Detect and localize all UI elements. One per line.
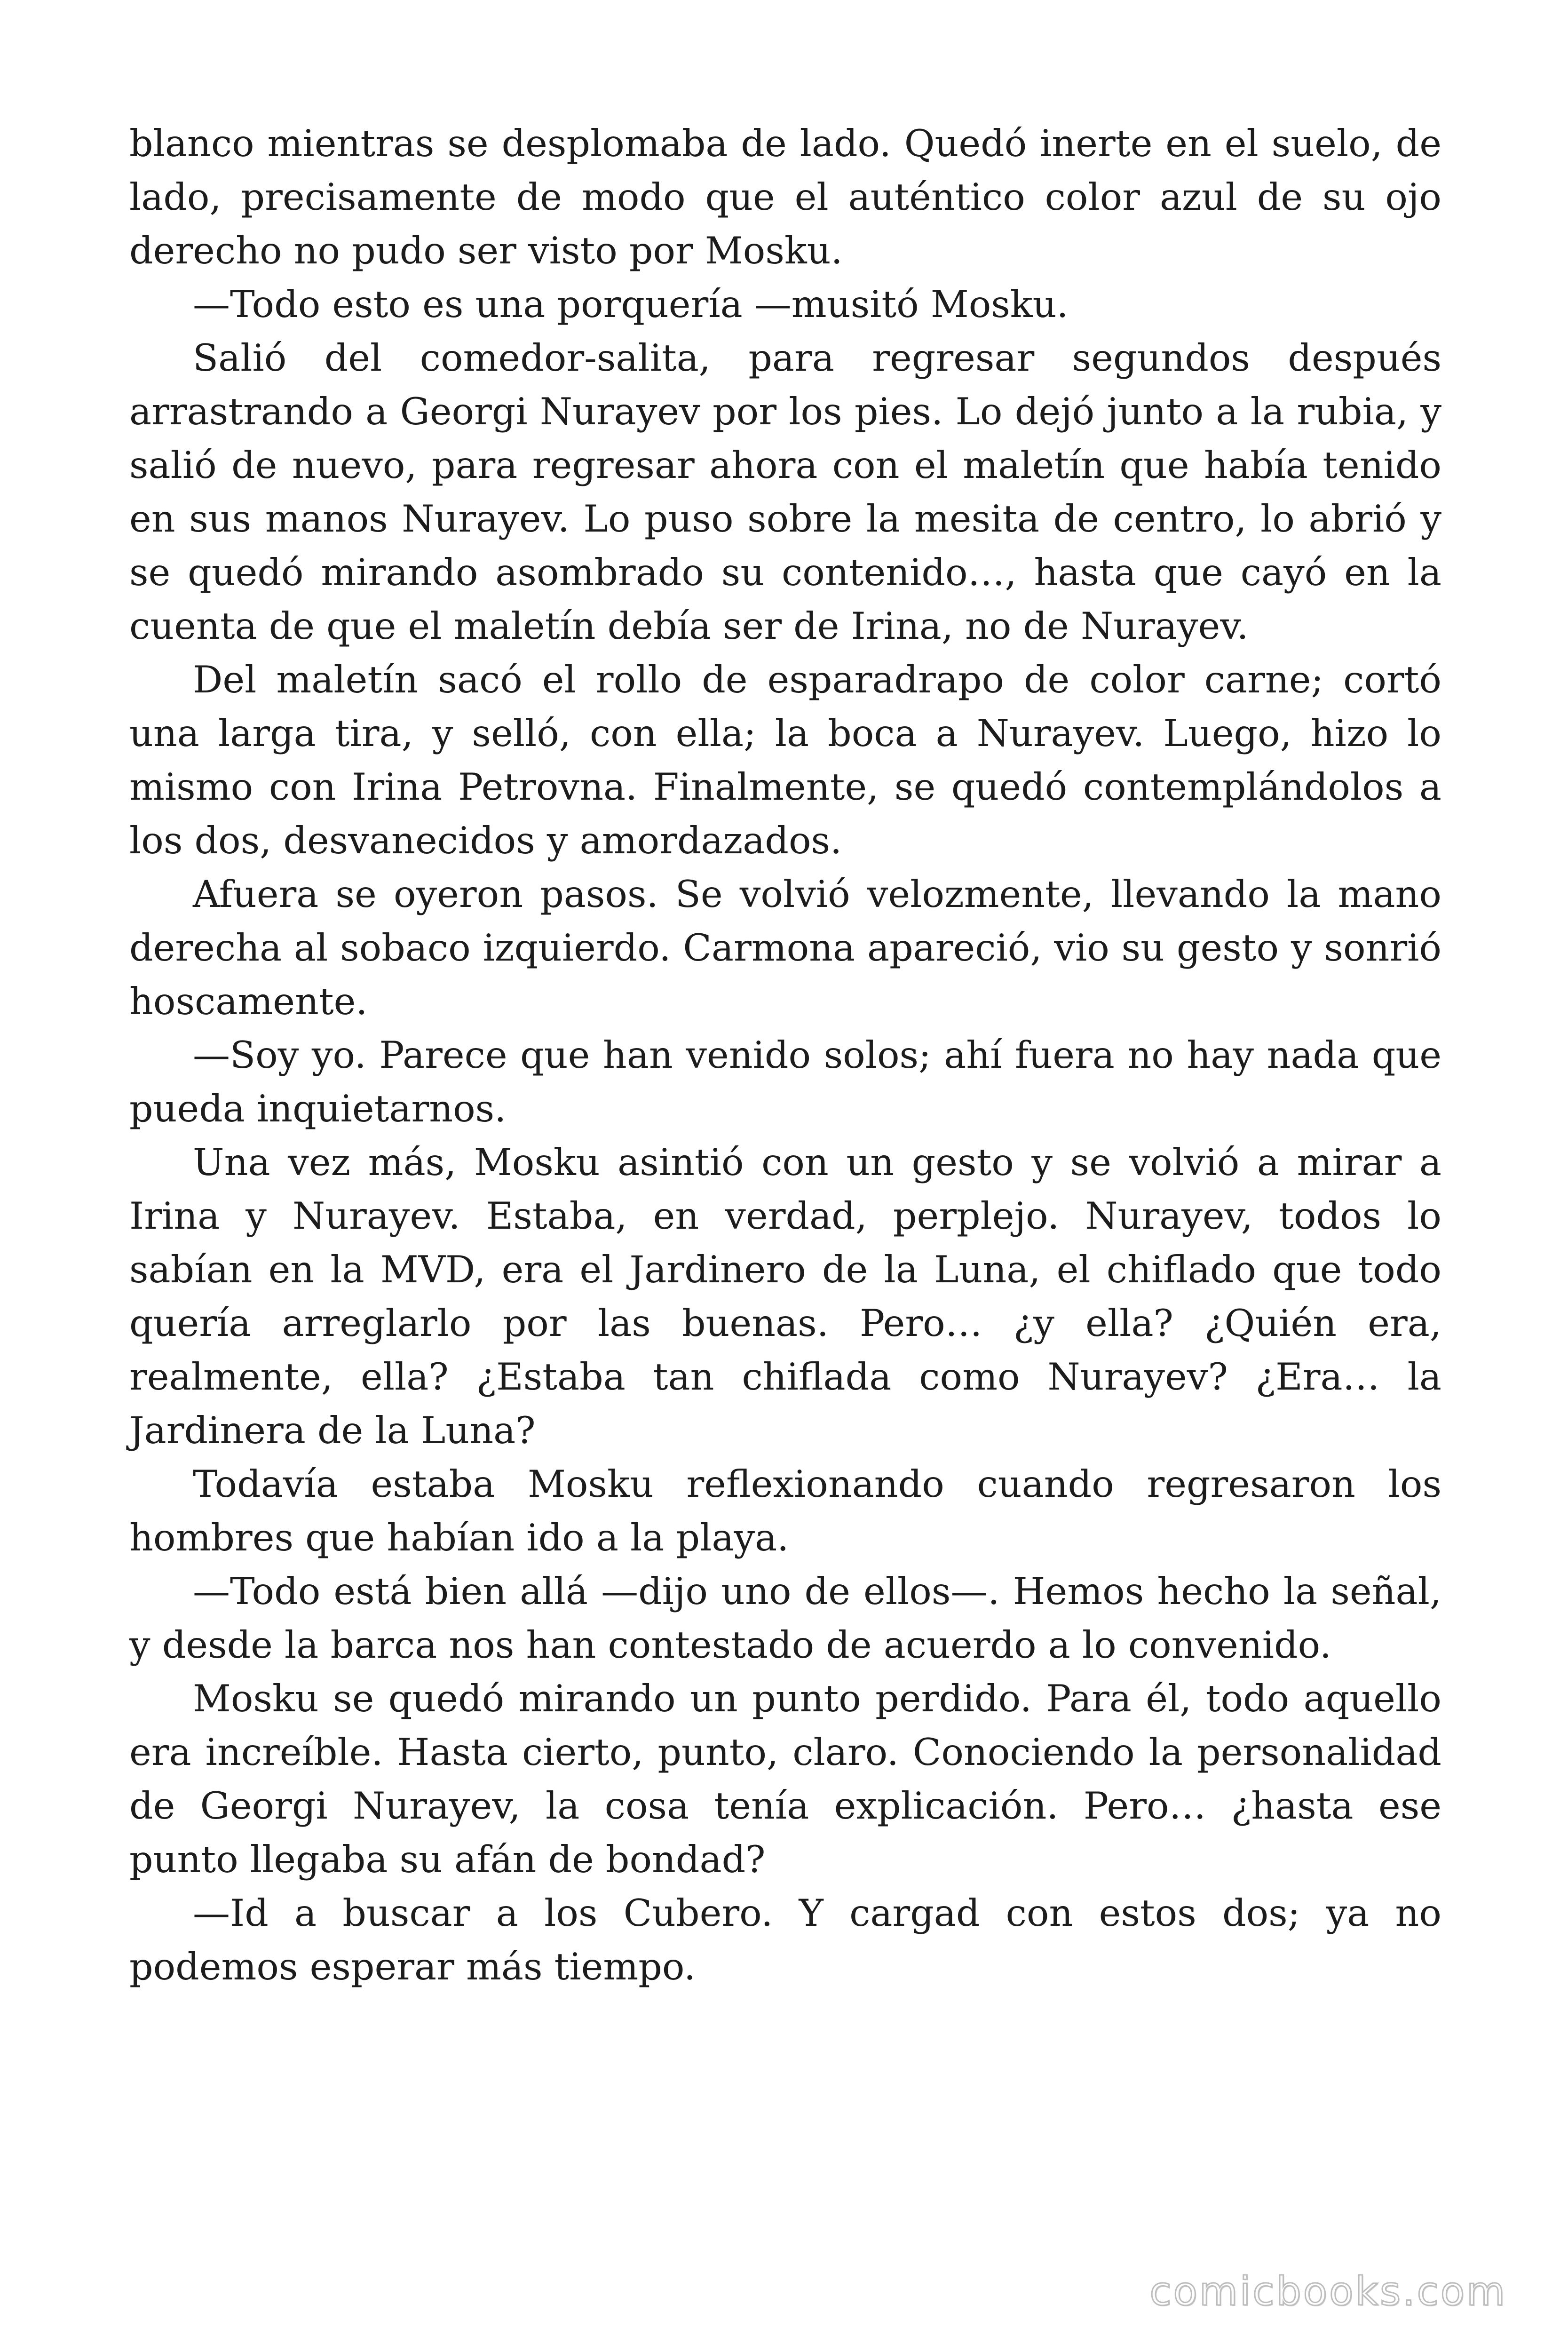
watermark: comicbooks.com (1149, 2268, 1507, 2314)
paragraph-10: Mosku se quedó mirando un punto perdido. Para él, todo aquello era increíble. Hasta cierto, punto, claro. Conociendo la personalidad de Georgi Nurayev, la cosa tenía explicación. Pero… ¿hasta ese punto llegaba su afán de bondad? (129, 1677, 1441, 1881)
paragraph-9: —Todo está bien allá —dijo uno de ellos—. Hemos hecho la señal, y desde la barca nos han contestado de acuerdo a lo convenido. (129, 1570, 1441, 1667)
paragraph-11: —Id a buscar a los Cubero. Y cargad con estos dos; ya no podemos esperar más tiempo. (129, 1891, 1441, 1988)
paragraph-7: Una vez más, Mosku asintió con un gesto y se volvió a mirar a Irina y Nurayev. Estaba, en verdad, perplejo. Nurayev, todos lo sabían en la MVD, era el Jardinero de la Luna, el chiflado que todo quería arreglarlo por las buenas. Pero… ¿y ella? ¿Quién era, realmente, ella? ¿Estaba tan chiflada como Nurayev? ¿Era… la Jardinera de la Luna? (129, 1141, 1441, 1452)
paragraph-1: blanco mientras se desplomaba de lado. Quedó inerte en el suelo, de lado, precisamente de modo que el auténtico color azul de su ojo derecho no pudo ser visto por Mosku. (129, 122, 1441, 272)
paragraph-6: —Soy yo. Parece que han venido solos; ahí fuera no hay nada que pueda inquietarnos. (129, 1033, 1441, 1130)
paragraph-3: Salió del comedor-salita, para regresar segundos después arrastrando a Georgi Nurayev por los pies. Lo dejó junto a la rubia, y salió de nuevo, para regresar ahora con el maletín que había tenido en sus manos Nurayev. Lo puso sobre la mesita de centro, lo abrió y se quedó mirando asombrado su contenido…, hasta que cayó en la cuenta de que el maletín debía ser de Irina, no de Nurayev. (129, 336, 1441, 648)
paragraph-2: —Todo esto es una porquería —musitó Mosku. (193, 283, 1069, 326)
paragraph-5: Afuera se oyeron pasos. Se volvió velozmente, llevando la mano derecha al sobaco izquierdo. Carmona apareció, vio su gesto y sonrió hoscamente. (129, 873, 1441, 1023)
paragraph-8: Todavía estaba Mosku reflexionando cuando regresaron los hombres que habían ido a la playa. (129, 1462, 1441, 1559)
paragraph-4: Del maletín sacó el rollo de esparadrapo de color carne; cortó una larga tira, y selló, con ella; la boca a Nurayev. Luego, hizo lo mismo con Irina Petrovna. Finalmente, se quedó contemplándolos a los dos, desvanecidos y amordazados. (129, 658, 1441, 862)
body-text (129, 117, 1441, 1994)
